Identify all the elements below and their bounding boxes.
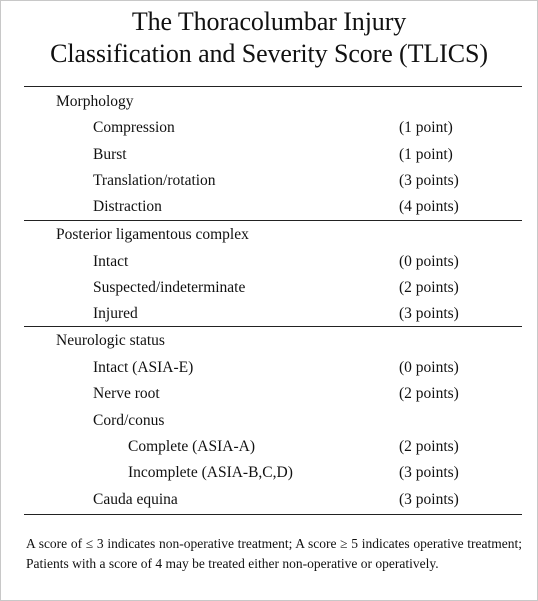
top-rule	[24, 86, 522, 87]
item-compression-label: Compression	[93, 119, 175, 136]
bottom-rule	[24, 514, 522, 515]
item-suspected-points: (2 points)	[399, 279, 459, 296]
item-incomplete-label: Incomplete (ASIA-B,C,D)	[128, 464, 293, 481]
item-nerve-root-points: (2 points)	[399, 385, 459, 402]
item-plc-intact-points: (0 points)	[399, 253, 459, 270]
item-plc-intact-label: Intact	[93, 253, 129, 270]
section-plc: Posterior ligamentous complex	[56, 226, 249, 243]
item-distraction-points: (4 points)	[399, 198, 459, 215]
title-line-2: Classification and Severity Score (TLICS)	[50, 39, 488, 68]
item-burst-points: (1 point)	[399, 146, 453, 163]
item-injured-points: (3 points)	[399, 305, 459, 322]
item-compression-points: (1 point)	[399, 119, 453, 136]
item-neuro-intact-label: Intact (ASIA-E)	[93, 359, 194, 376]
item-translation-rotation-label: Translation/rotation	[93, 172, 216, 189]
item-nerve-root-label: Nerve root	[93, 385, 160, 402]
item-injured-label: Injured	[93, 305, 138, 322]
item-burst-label: Burst	[93, 146, 127, 163]
item-cauda-equina-label: Cauda equina	[93, 491, 178, 508]
item-cauda-equina-points: (3 points)	[399, 491, 459, 508]
item-neuro-intact-points: (0 points)	[399, 359, 459, 376]
item-complete-points: (2 points)	[399, 438, 459, 455]
section-morphology: Morphology	[56, 93, 134, 110]
item-distraction-label: Distraction	[93, 198, 162, 215]
item-translation-rotation-points: (3 points)	[399, 172, 459, 189]
footnote: A score of ≤ 3 indicates non-operative treatment; A score ≥ 5 indicates operative treatment; Patients with a score of 4 may be treated either non-operative or operatively.	[26, 536, 522, 571]
section-rule-2	[24, 326, 522, 327]
section-neuro: Neurologic status	[56, 332, 165, 349]
item-suspected-label: Suspected/indeterminate	[93, 279, 246, 296]
section-rule-1	[24, 220, 522, 221]
item-incomplete-points: (3 points)	[399, 464, 459, 481]
item-complete-label: Complete (ASIA-A)	[128, 438, 255, 455]
title-line-1: The Thoracolumbar Injury	[131, 7, 407, 36]
item-cord-conus-label: Cord/conus	[93, 412, 165, 429]
